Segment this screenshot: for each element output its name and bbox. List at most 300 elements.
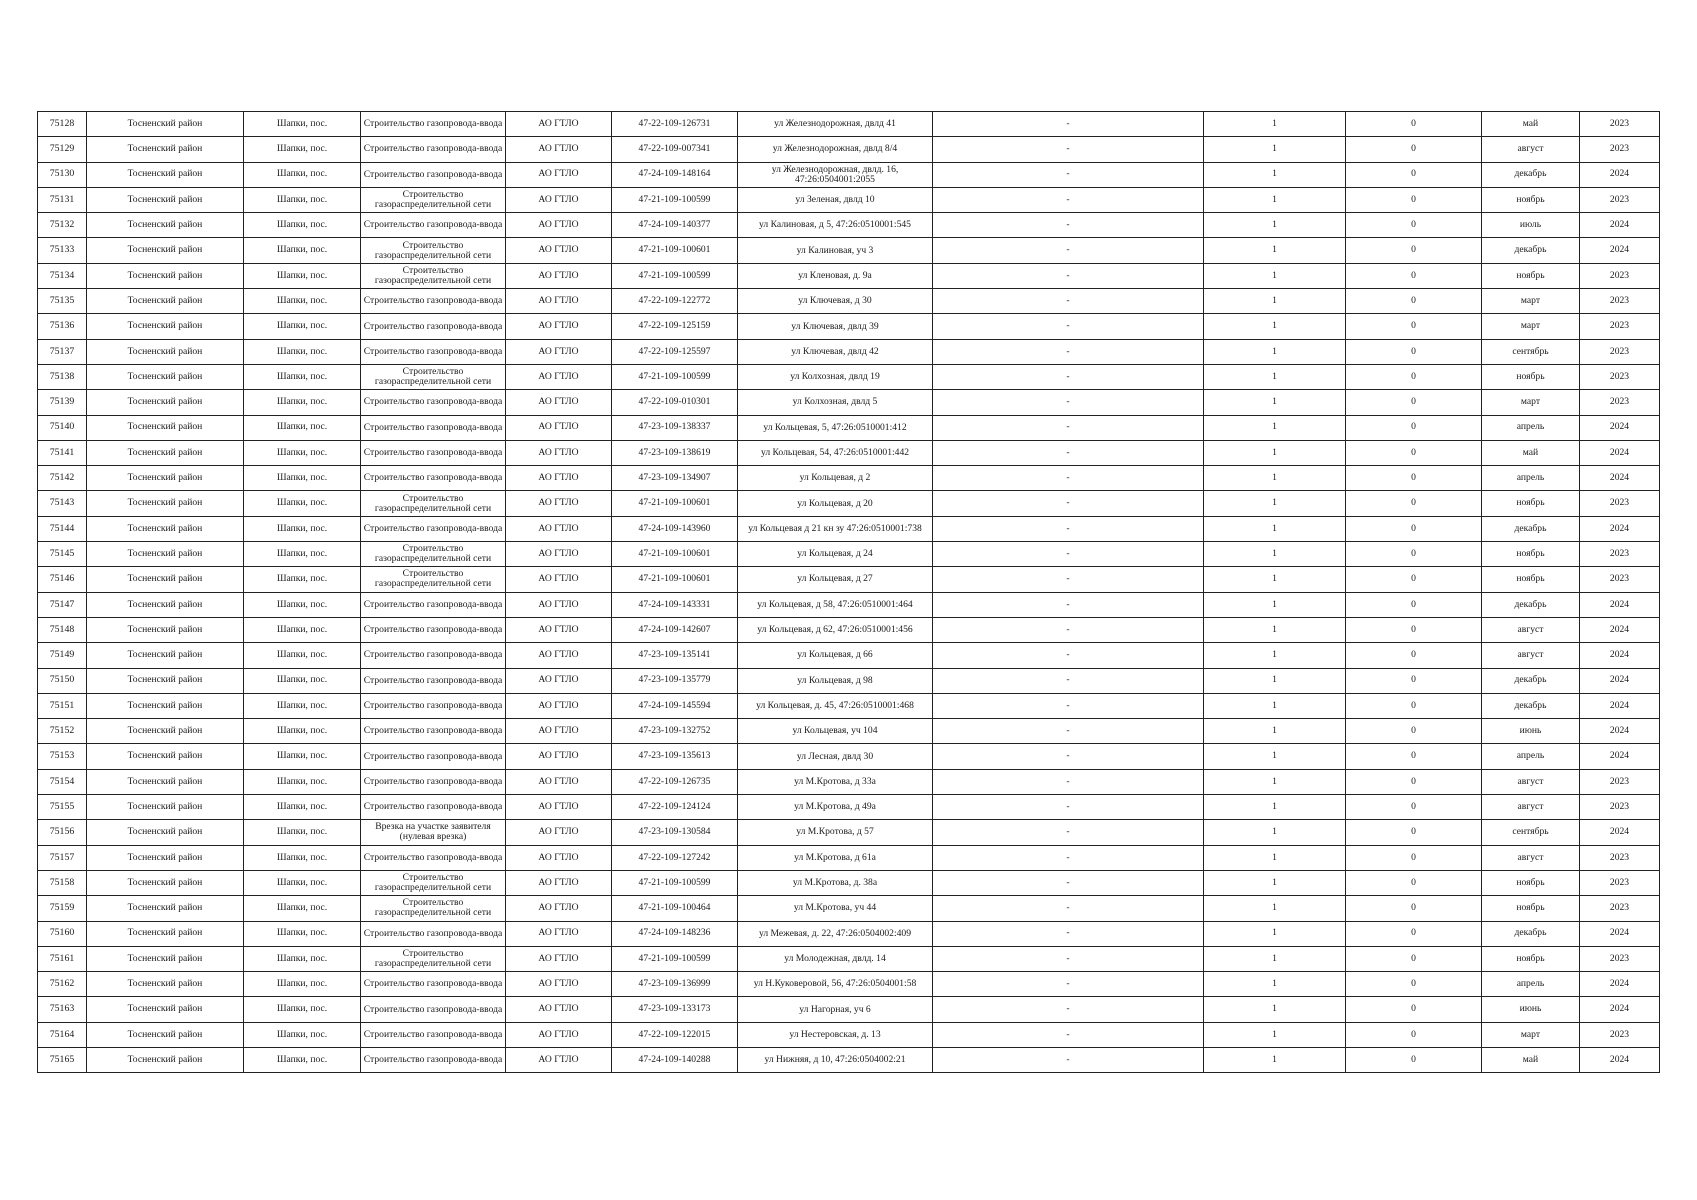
cell-work-type: Строительство газораспределительной сети xyxy=(361,946,506,971)
cell-quantity-zero: 0 xyxy=(1346,263,1482,288)
cell-address: ул Железнодорожная, двлд. 16, 47:26:0504001:2055 xyxy=(738,162,933,187)
cell-settlement: Шапки, пос. xyxy=(244,187,361,212)
cell-note: - xyxy=(933,997,1204,1022)
cell-month: апрель xyxy=(1482,972,1580,997)
cell-district: Тосненский район xyxy=(87,390,244,415)
cell-month: декабрь xyxy=(1482,162,1580,187)
cell-record-id: 75164 xyxy=(38,1022,87,1047)
cell-district: Тосненский район xyxy=(87,516,244,541)
cell-month: декабрь xyxy=(1482,921,1580,946)
cell-year: 2024 xyxy=(1580,415,1660,440)
cell-note: - xyxy=(933,213,1204,238)
cell-registry-number: 47-23-109-135779 xyxy=(612,668,738,693)
cell-organization: АО ГТЛО xyxy=(506,820,612,845)
cell-organization: АО ГТЛО xyxy=(506,921,612,946)
cell-registry-number: 47-21-109-100599 xyxy=(612,946,738,971)
cell-year: 2023 xyxy=(1580,795,1660,820)
cell-address: ул Кольцевая д 21 кн зу 47:26:0510001:738 xyxy=(738,516,933,541)
cell-quantity-zero: 0 xyxy=(1346,921,1482,946)
cell-address: ул Кольцевая, д 24 xyxy=(738,542,933,567)
cell-month: август xyxy=(1482,137,1580,162)
cell-address: ул М.Кротова, д. 38а xyxy=(738,870,933,895)
cell-month: апрель xyxy=(1482,744,1580,769)
cell-district: Тосненский район xyxy=(87,263,244,288)
cell-quantity-zero: 0 xyxy=(1346,719,1482,744)
cell-month: апрель xyxy=(1482,415,1580,440)
cell-note: - xyxy=(933,719,1204,744)
cell-organization: АО ГТЛО xyxy=(506,972,612,997)
cell-year: 2024 xyxy=(1580,921,1660,946)
cell-note: - xyxy=(933,1022,1204,1047)
cell-year: 2024 xyxy=(1580,466,1660,491)
cell-note: - xyxy=(933,364,1204,389)
table-row xyxy=(38,162,1660,187)
cell-note: - xyxy=(933,643,1204,668)
cell-work-type: Строительство газопровода-ввода xyxy=(361,339,506,364)
cell-note: - xyxy=(933,491,1204,516)
cell-quantity-zero: 0 xyxy=(1346,972,1482,997)
cell-note: - xyxy=(933,845,1204,870)
cell-month: сентябрь xyxy=(1482,339,1580,364)
cell-year: 2023 xyxy=(1580,542,1660,567)
cell-quantity: 1 xyxy=(1204,314,1346,339)
cell-quantity: 1 xyxy=(1204,643,1346,668)
cell-registry-number: 47-24-109-143960 xyxy=(612,516,738,541)
cell-registry-number: 47-21-109-100601 xyxy=(612,238,738,263)
cell-quantity-zero: 0 xyxy=(1346,466,1482,491)
cell-quantity-zero: 0 xyxy=(1346,364,1482,389)
cell-quantity-zero: 0 xyxy=(1346,440,1482,465)
cell-year: 2023 xyxy=(1580,137,1660,162)
cell-address: ул Н.Куковеровой, 56, 47:26:0504001:58 xyxy=(738,972,933,997)
cell-address: ул Лесная, двлд 30 xyxy=(738,744,933,769)
table-row xyxy=(38,542,1660,567)
cell-quantity: 1 xyxy=(1204,112,1346,137)
table-row xyxy=(38,314,1660,339)
cell-organization: АО ГТЛО xyxy=(506,946,612,971)
cell-month: декабрь xyxy=(1482,668,1580,693)
cell-registry-number: 47-24-109-140288 xyxy=(612,1047,738,1072)
cell-quantity: 1 xyxy=(1204,668,1346,693)
cell-registry-number: 47-21-109-100601 xyxy=(612,567,738,592)
table-row xyxy=(38,567,1660,592)
cell-settlement: Шапки, пос. xyxy=(244,466,361,491)
cell-organization: АО ГТЛО xyxy=(506,617,612,642)
cell-district: Тосненский район xyxy=(87,769,244,794)
cell-record-id: 75150 xyxy=(38,668,87,693)
cell-settlement: Шапки, пос. xyxy=(244,390,361,415)
table-row xyxy=(38,1022,1660,1047)
cell-note: - xyxy=(933,263,1204,288)
cell-address: ул М.Кротова, д 61а xyxy=(738,845,933,870)
cell-record-id: 75138 xyxy=(38,364,87,389)
cell-quantity: 1 xyxy=(1204,946,1346,971)
cell-quantity-zero: 0 xyxy=(1346,542,1482,567)
cell-address: ул Железнодорожная, двлд 41 xyxy=(738,112,933,137)
cell-district: Тосненский район xyxy=(87,542,244,567)
cell-address: ул Кольцевая, 54, 47:26:0510001:442 xyxy=(738,440,933,465)
cell-year: 2023 xyxy=(1580,112,1660,137)
cell-settlement: Шапки, пос. xyxy=(244,820,361,845)
cell-note: - xyxy=(933,744,1204,769)
cell-quantity: 1 xyxy=(1204,440,1346,465)
cell-month: ноябрь xyxy=(1482,567,1580,592)
cell-quantity-zero: 0 xyxy=(1346,1022,1482,1047)
cell-registry-number: 47-22-109-010301 xyxy=(612,390,738,415)
cell-settlement: Шапки, пос. xyxy=(244,567,361,592)
cell-month: сентябрь xyxy=(1482,820,1580,845)
cell-year: 2023 xyxy=(1580,263,1660,288)
cell-work-type: Строительство газораспределительной сети xyxy=(361,542,506,567)
cell-settlement: Шапки, пос. xyxy=(244,719,361,744)
cell-address: ул М.Кротова, уч 44 xyxy=(738,896,933,921)
cell-organization: АО ГТЛО xyxy=(506,719,612,744)
cell-note: - xyxy=(933,870,1204,895)
cell-record-id: 75135 xyxy=(38,289,87,314)
cell-quantity: 1 xyxy=(1204,491,1346,516)
cell-district: Тосненский район xyxy=(87,364,244,389)
cell-year: 2024 xyxy=(1580,592,1660,617)
cell-year: 2024 xyxy=(1580,820,1660,845)
cell-month: март xyxy=(1482,1022,1580,1047)
cell-note: - xyxy=(933,693,1204,718)
document-page xyxy=(37,111,1659,1073)
cell-address: ул М.Кротова, д 49а xyxy=(738,795,933,820)
cell-note: - xyxy=(933,769,1204,794)
table-row xyxy=(38,997,1660,1022)
cell-quantity-zero: 0 xyxy=(1346,137,1482,162)
table-row xyxy=(38,896,1660,921)
cell-month: июль xyxy=(1482,213,1580,238)
table-row xyxy=(38,719,1660,744)
cell-work-type: Строительство газопровода-ввода xyxy=(361,693,506,718)
cell-settlement: Шапки, пос. xyxy=(244,972,361,997)
cell-address: ул Калиновая, д 5, 47:26:0510001:545 xyxy=(738,213,933,238)
cell-work-type: Строительство газопровода-ввода xyxy=(361,112,506,137)
cell-year: 2024 xyxy=(1580,744,1660,769)
cell-record-id: 75142 xyxy=(38,466,87,491)
cell-district: Тосненский район xyxy=(87,1022,244,1047)
cell-quantity-zero: 0 xyxy=(1346,946,1482,971)
cell-note: - xyxy=(933,567,1204,592)
cell-address: ул М.Кротова, д 33а xyxy=(738,769,933,794)
table-row xyxy=(38,137,1660,162)
table-row xyxy=(38,820,1660,845)
table-row xyxy=(38,415,1660,440)
cell-quantity-zero: 0 xyxy=(1346,238,1482,263)
table-row xyxy=(38,187,1660,212)
cell-year: 2024 xyxy=(1580,643,1660,668)
cell-registry-number: 47-23-109-132752 xyxy=(612,719,738,744)
cell-organization: АО ГТЛО xyxy=(506,491,612,516)
cell-work-type: Строительство газопровода-ввода xyxy=(361,516,506,541)
cell-settlement: Шапки, пос. xyxy=(244,744,361,769)
cell-quantity: 1 xyxy=(1204,744,1346,769)
cell-quantity: 1 xyxy=(1204,415,1346,440)
table-row xyxy=(38,213,1660,238)
cell-year: 2023 xyxy=(1580,364,1660,389)
cell-month: август xyxy=(1482,617,1580,642)
cell-settlement: Шапки, пос. xyxy=(244,491,361,516)
cell-settlement: Шапки, пос. xyxy=(244,137,361,162)
cell-year: 2023 xyxy=(1580,845,1660,870)
table-body xyxy=(38,112,1660,1073)
cell-note: - xyxy=(933,390,1204,415)
cell-district: Тосненский район xyxy=(87,997,244,1022)
cell-month: май xyxy=(1482,440,1580,465)
cell-record-id: 75154 xyxy=(38,769,87,794)
cell-registry-number: 47-22-109-127242 xyxy=(612,845,738,870)
cell-settlement: Шапки, пос. xyxy=(244,263,361,288)
cell-quantity-zero: 0 xyxy=(1346,592,1482,617)
cell-address: ул Зеленая, двлд 10 xyxy=(738,187,933,212)
cell-district: Тосненский район xyxy=(87,972,244,997)
cell-note: - xyxy=(933,1047,1204,1072)
cell-note: - xyxy=(933,137,1204,162)
cell-work-type: Строительство газораспределительной сети xyxy=(361,567,506,592)
cell-month: август xyxy=(1482,845,1580,870)
cell-work-type: Строительство газопровода-ввода xyxy=(361,668,506,693)
cell-work-type: Строительство газопровода-ввода xyxy=(361,415,506,440)
cell-quantity: 1 xyxy=(1204,339,1346,364)
cell-quantity: 1 xyxy=(1204,820,1346,845)
cell-work-type: Строительство газопровода-ввода xyxy=(361,1022,506,1047)
cell-settlement: Шапки, пос. xyxy=(244,1022,361,1047)
cell-record-id: 75136 xyxy=(38,314,87,339)
cell-district: Тосненский район xyxy=(87,845,244,870)
cell-quantity-zero: 0 xyxy=(1346,845,1482,870)
cell-quantity: 1 xyxy=(1204,845,1346,870)
cell-quantity-zero: 0 xyxy=(1346,643,1482,668)
cell-month: август xyxy=(1482,769,1580,794)
cell-organization: АО ГТЛО xyxy=(506,238,612,263)
cell-settlement: Шапки, пос. xyxy=(244,415,361,440)
cell-note: - xyxy=(933,339,1204,364)
cell-quantity-zero: 0 xyxy=(1346,744,1482,769)
cell-record-id: 75145 xyxy=(38,542,87,567)
cell-district: Тосненский район xyxy=(87,795,244,820)
cell-address: ул Нестеровская, д. 13 xyxy=(738,1022,933,1047)
cell-record-id: 75152 xyxy=(38,719,87,744)
cell-year: 2024 xyxy=(1580,972,1660,997)
cell-organization: АО ГТЛО xyxy=(506,289,612,314)
cell-quantity-zero: 0 xyxy=(1346,820,1482,845)
cell-settlement: Шапки, пос. xyxy=(244,364,361,389)
cell-organization: АО ГТЛО xyxy=(506,643,612,668)
cell-quantity: 1 xyxy=(1204,567,1346,592)
cell-registry-number: 47-24-109-140377 xyxy=(612,213,738,238)
cell-district: Тосненский район xyxy=(87,567,244,592)
cell-quantity-zero: 0 xyxy=(1346,162,1482,187)
cell-work-type: Строительство газопровода-ввода xyxy=(361,162,506,187)
cell-month: ноябрь xyxy=(1482,187,1580,212)
cell-record-id: 75140 xyxy=(38,415,87,440)
cell-record-id: 75151 xyxy=(38,693,87,718)
cell-work-type: Строительство газораспределительной сети xyxy=(361,263,506,288)
cell-settlement: Шапки, пос. xyxy=(244,870,361,895)
cell-quantity: 1 xyxy=(1204,997,1346,1022)
cell-district: Тосненский район xyxy=(87,693,244,718)
cell-record-id: 75162 xyxy=(38,972,87,997)
cell-work-type: Строительство газораспределительной сети xyxy=(361,896,506,921)
cell-organization: АО ГТЛО xyxy=(506,870,612,895)
cell-quantity-zero: 0 xyxy=(1346,314,1482,339)
table-row xyxy=(38,440,1660,465)
cell-work-type: Строительство газопровода-ввода xyxy=(361,390,506,415)
cell-month: апрель xyxy=(1482,466,1580,491)
cell-quantity-zero: 0 xyxy=(1346,187,1482,212)
cell-quantity-zero: 0 xyxy=(1346,870,1482,895)
cell-record-id: 75158 xyxy=(38,870,87,895)
table-row xyxy=(38,466,1660,491)
cell-district: Тосненский район xyxy=(87,415,244,440)
cell-quantity-zero: 0 xyxy=(1346,516,1482,541)
cell-quantity: 1 xyxy=(1204,617,1346,642)
table-row xyxy=(38,795,1660,820)
cell-month: ноябрь xyxy=(1482,364,1580,389)
cell-month: ноябрь xyxy=(1482,896,1580,921)
cell-registry-number: 47-24-109-148164 xyxy=(612,162,738,187)
cell-address: ул Ключевая, двлд 39 xyxy=(738,314,933,339)
cell-note: - xyxy=(933,592,1204,617)
cell-organization: АО ГТЛО xyxy=(506,769,612,794)
cell-settlement: Шапки, пос. xyxy=(244,617,361,642)
cell-month: март xyxy=(1482,390,1580,415)
cell-registry-number: 47-23-109-130584 xyxy=(612,820,738,845)
cell-work-type: Строительство газопровода-ввода xyxy=(361,213,506,238)
cell-work-type: Строительство газопровода-ввода xyxy=(361,972,506,997)
cell-record-id: 75129 xyxy=(38,137,87,162)
cell-month: август xyxy=(1482,795,1580,820)
cell-settlement: Шапки, пос. xyxy=(244,896,361,921)
cell-settlement: Шапки, пос. xyxy=(244,795,361,820)
cell-note: - xyxy=(933,542,1204,567)
cell-registry-number: 47-21-109-100599 xyxy=(612,187,738,212)
cell-address: ул Нижняя, д 10, 47:26:0504002:21 xyxy=(738,1047,933,1072)
cell-organization: АО ГТЛО xyxy=(506,997,612,1022)
table-row xyxy=(38,668,1660,693)
cell-record-id: 75157 xyxy=(38,845,87,870)
records-table xyxy=(37,111,1660,1073)
cell-registry-number: 47-22-109-126731 xyxy=(612,112,738,137)
cell-settlement: Шапки, пос. xyxy=(244,440,361,465)
cell-month: ноябрь xyxy=(1482,263,1580,288)
cell-address: ул Калиновая, уч 3 xyxy=(738,238,933,263)
cell-work-type: Строительство газопровода-ввода xyxy=(361,719,506,744)
table-row xyxy=(38,516,1660,541)
cell-registry-number: 47-24-109-145594 xyxy=(612,693,738,718)
cell-quantity: 1 xyxy=(1204,1022,1346,1047)
cell-registry-number: 47-24-109-148236 xyxy=(612,921,738,946)
cell-settlement: Шапки, пос. xyxy=(244,592,361,617)
cell-month: декабрь xyxy=(1482,693,1580,718)
cell-settlement: Шапки, пос. xyxy=(244,542,361,567)
cell-month: май xyxy=(1482,1047,1580,1072)
cell-organization: АО ГТЛО xyxy=(506,466,612,491)
cell-year: 2024 xyxy=(1580,162,1660,187)
table-row xyxy=(38,238,1660,263)
cell-note: - xyxy=(933,516,1204,541)
cell-organization: АО ГТЛО xyxy=(506,668,612,693)
cell-year: 2023 xyxy=(1580,1022,1660,1047)
cell-year: 2023 xyxy=(1580,946,1660,971)
cell-organization: АО ГТЛО xyxy=(506,795,612,820)
cell-quantity: 1 xyxy=(1204,693,1346,718)
table-row xyxy=(38,693,1660,718)
cell-registry-number: 47-21-109-100464 xyxy=(612,896,738,921)
cell-month: июнь xyxy=(1482,719,1580,744)
cell-year: 2023 xyxy=(1580,491,1660,516)
cell-registry-number: 47-22-109-125597 xyxy=(612,339,738,364)
cell-quantity-zero: 0 xyxy=(1346,997,1482,1022)
cell-quantity-zero: 0 xyxy=(1346,1047,1482,1072)
cell-note: - xyxy=(933,617,1204,642)
cell-year: 2024 xyxy=(1580,997,1660,1022)
cell-note: - xyxy=(933,440,1204,465)
cell-district: Тосненский район xyxy=(87,137,244,162)
cell-organization: АО ГТЛО xyxy=(506,415,612,440)
cell-settlement: Шапки, пос. xyxy=(244,213,361,238)
cell-quantity: 1 xyxy=(1204,137,1346,162)
table-row xyxy=(38,946,1660,971)
cell-quantity: 1 xyxy=(1204,238,1346,263)
cell-quantity-zero: 0 xyxy=(1346,415,1482,440)
cell-year: 2024 xyxy=(1580,516,1660,541)
cell-quantity: 1 xyxy=(1204,466,1346,491)
cell-organization: АО ГТЛО xyxy=(506,567,612,592)
cell-note: - xyxy=(933,921,1204,946)
cell-quantity: 1 xyxy=(1204,719,1346,744)
cell-work-type: Строительство газопровода-ввода xyxy=(361,795,506,820)
cell-record-id: 75132 xyxy=(38,213,87,238)
table-row xyxy=(38,921,1660,946)
cell-organization: АО ГТЛО xyxy=(506,112,612,137)
cell-record-id: 75165 xyxy=(38,1047,87,1072)
cell-month: март xyxy=(1482,314,1580,339)
cell-work-type: Врезка на участке заявителя (нулевая врезка) xyxy=(361,820,506,845)
cell-record-id: 75163 xyxy=(38,997,87,1022)
cell-work-type: Строительство газопровода-ввода xyxy=(361,643,506,668)
cell-work-type: Строительство газопровода-ввода xyxy=(361,1047,506,1072)
cell-settlement: Шапки, пос. xyxy=(244,238,361,263)
cell-registry-number: 47-23-109-133173 xyxy=(612,997,738,1022)
cell-settlement: Шапки, пос. xyxy=(244,314,361,339)
cell-work-type: Строительство газопровода-ввода xyxy=(361,289,506,314)
cell-month: март xyxy=(1482,289,1580,314)
cell-district: Тосненский район xyxy=(87,643,244,668)
cell-quantity: 1 xyxy=(1204,263,1346,288)
cell-settlement: Шапки, пос. xyxy=(244,845,361,870)
cell-work-type: Строительство газопровода-ввода xyxy=(361,137,506,162)
cell-address: ул Кольцевая, д 66 xyxy=(738,643,933,668)
cell-record-id: 75148 xyxy=(38,617,87,642)
table-row xyxy=(38,744,1660,769)
cell-registry-number: 47-23-109-134907 xyxy=(612,466,738,491)
cell-organization: АО ГТЛО xyxy=(506,213,612,238)
cell-note: - xyxy=(933,820,1204,845)
cell-settlement: Шапки, пос. xyxy=(244,162,361,187)
cell-record-id: 75131 xyxy=(38,187,87,212)
cell-work-type: Строительство газопровода-ввода xyxy=(361,592,506,617)
cell-registry-number: 47-22-109-126735 xyxy=(612,769,738,794)
cell-quantity: 1 xyxy=(1204,542,1346,567)
cell-district: Тосненский район xyxy=(87,896,244,921)
cell-district: Тосненский район xyxy=(87,339,244,364)
cell-district: Тосненский район xyxy=(87,238,244,263)
cell-district: Тосненский район xyxy=(87,440,244,465)
cell-year: 2023 xyxy=(1580,390,1660,415)
table-row xyxy=(38,390,1660,415)
